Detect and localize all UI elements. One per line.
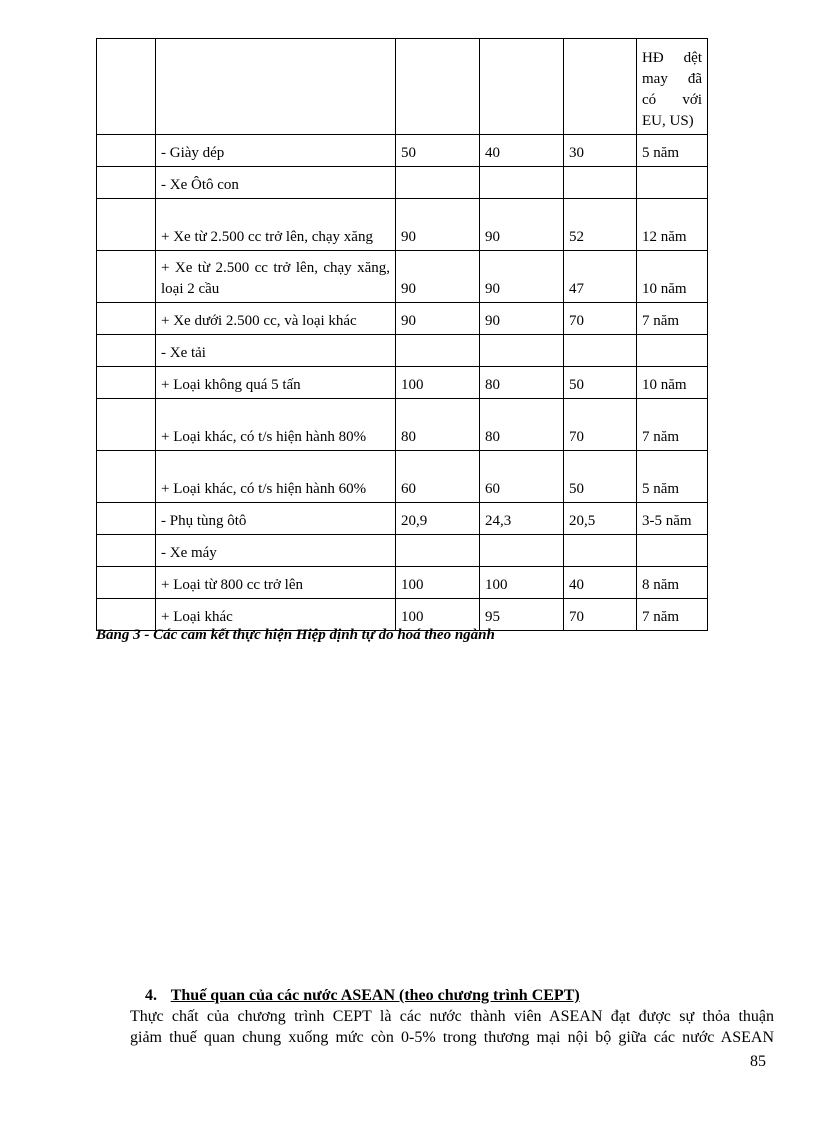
row-number-cell (97, 599, 156, 631)
commitments-table-container (96, 38, 708, 631)
value-cell (480, 167, 564, 199)
row-number-cell (97, 135, 156, 167)
row-number-cell (97, 251, 156, 303)
value-cell: 90 (480, 251, 564, 303)
term-cell (637, 535, 708, 567)
row-number-cell (97, 451, 156, 503)
term-cell: 10 năm (637, 367, 708, 399)
paragraph-line: Thực chất của chương trình CEPT là các nước thành viên ASEAN đạt được sự thỏa thuận (130, 1008, 774, 1025)
table-cell (156, 39, 396, 135)
value-cell (480, 535, 564, 567)
item-cell: + Xe từ 2.500 cc trở lên, chạy xăng (156, 199, 396, 251)
value-cell: 20,9 (396, 503, 480, 535)
item-cell: + Xe dưới 2.500 cc, và loại khác (156, 303, 396, 335)
value-cell: 60 (396, 451, 480, 503)
value-cell: 95 (480, 599, 564, 631)
value-cell: 100 (396, 367, 480, 399)
value-cell: 70 (564, 303, 637, 335)
term-cell: 7 năm (637, 399, 708, 451)
item-cell: - Xe máy (156, 535, 396, 567)
value-cell: 90 (396, 251, 480, 303)
paragraph-line: giảm thuế quan chung xuống mức còn 0-5% trong thương mại nội bộ giữa các nước ASEAN (130, 1029, 774, 1046)
row-number-cell (97, 399, 156, 451)
value-cell: 40 (480, 135, 564, 167)
table-cell (564, 39, 637, 135)
row-number-cell (97, 535, 156, 567)
item-cell: + Loại khác, có t/s hiện hành 80% (156, 399, 396, 451)
table-cell (97, 39, 156, 135)
table-row (97, 199, 708, 251)
table-row (97, 167, 708, 199)
item-cell: + Xe từ 2.500 cc trở lên, chạy xăng, loại 2 cầu (156, 251, 396, 303)
term-cell: 7 năm (637, 599, 708, 631)
table-row (97, 39, 708, 135)
item-cell: - Xe Ôtô con (156, 167, 396, 199)
value-cell (480, 335, 564, 367)
row-number-cell (97, 167, 156, 199)
value-cell (564, 535, 637, 567)
row-number-cell (97, 303, 156, 335)
row-number-cell (97, 567, 156, 599)
section-4 (96, 985, 774, 1048)
table-row (97, 535, 708, 567)
table-row (97, 567, 708, 599)
row-number-cell (97, 199, 156, 251)
value-cell: 40 (564, 567, 637, 599)
value-cell (396, 335, 480, 367)
value-cell: 100 (396, 599, 480, 631)
table-row (97, 599, 708, 631)
table-row (97, 135, 708, 167)
value-cell: 80 (480, 399, 564, 451)
value-cell: 20,5 (564, 503, 637, 535)
item-cell: + Loại từ 800 cc trở lên (156, 567, 396, 599)
value-cell: 80 (480, 367, 564, 399)
value-cell (564, 167, 637, 199)
value-cell: 100 (396, 567, 480, 599)
commitments-table (96, 38, 708, 631)
term-cell (637, 167, 708, 199)
value-cell: 52 (564, 199, 637, 251)
value-cell: 50 (564, 451, 637, 503)
value-cell (564, 335, 637, 367)
page-number: 85 (750, 1053, 766, 1070)
value-cell (396, 167, 480, 199)
value-cell: 90 (480, 199, 564, 251)
term-cell: 3-5 năm (637, 503, 708, 535)
table-row (97, 367, 708, 399)
table-caption: Bảng 3 - Các cam kết thực hiện Hiệp định tự do hoá theo ngành (96, 627, 495, 643)
item-cell: - Phụ tùng ôtô (156, 503, 396, 535)
term-cell: 12 năm (637, 199, 708, 251)
row-number-cell (97, 367, 156, 399)
item-cell: + Loại không quá 5 tấn (156, 367, 396, 399)
table-row (97, 335, 708, 367)
value-cell (396, 535, 480, 567)
value-cell: 80 (396, 399, 480, 451)
item-cell: + Loại khác, có t/s hiện hành 60% (156, 451, 396, 503)
value-cell: 24,3 (480, 503, 564, 535)
section-number: 4. (145, 987, 157, 1004)
term-cell (637, 335, 708, 367)
value-cell: 47 (564, 251, 637, 303)
value-cell: 50 (564, 367, 637, 399)
row-number-cell (97, 335, 156, 367)
item-cell: - Giày dép (156, 135, 396, 167)
item-cell: + Loại khác (156, 599, 396, 631)
section-title: Thuế quan của các nước ASEAN (theo chương trình CEPT) (170, 987, 580, 1004)
value-cell: 70 (564, 399, 637, 451)
value-cell: 30 (564, 135, 637, 167)
header-note-cell: HĐ dệt may đã có với EU, US) (637, 39, 708, 135)
value-cell: 100 (480, 567, 564, 599)
value-cell: 50 (396, 135, 480, 167)
value-cell: 70 (564, 599, 637, 631)
item-cell: - Xe tải (156, 335, 396, 367)
table-row (97, 503, 708, 535)
term-cell: 10 năm (637, 251, 708, 303)
term-cell: 7 năm (637, 303, 708, 335)
row-number-cell (97, 503, 156, 535)
term-cell: 5 năm (637, 451, 708, 503)
table-cell (396, 39, 480, 135)
table-row (97, 303, 708, 335)
term-cell: 5 năm (637, 135, 708, 167)
table-cell (480, 39, 564, 135)
value-cell: 60 (480, 451, 564, 503)
value-cell: 90 (396, 303, 480, 335)
value-cell: 90 (396, 199, 480, 251)
term-cell: 8 năm (637, 567, 708, 599)
value-cell: 90 (480, 303, 564, 335)
table-row (97, 251, 708, 303)
section-heading (96, 985, 768, 1006)
table-row (97, 451, 708, 503)
table-row (97, 399, 708, 451)
